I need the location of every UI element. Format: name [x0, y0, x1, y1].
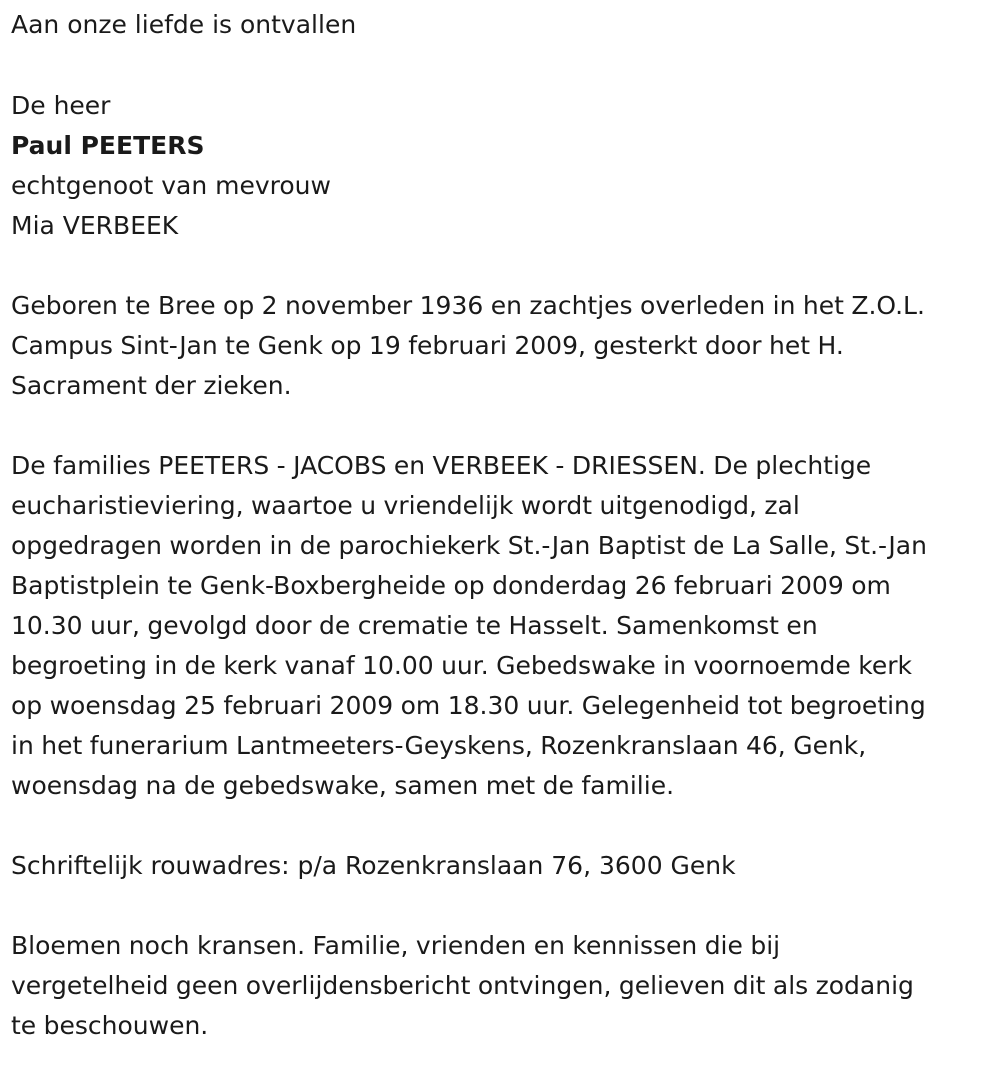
birth-death-line: Sacrament der zieken. [11, 371, 292, 400]
ceremony-line: opgedragen worden in de parochiekerk St.-Jan Baptist de La Salle, St.-Jan [11, 531, 927, 560]
intro-text: Aan onze liefde is ontvallen [11, 10, 357, 39]
ceremony-line: 10.30 uur, gevolgd door de crematie te Hasselt. Samenkomst en [11, 611, 818, 640]
salutation: De heer [11, 91, 111, 120]
ceremony-line: eucharistieviering, waartoe u vriendelijk wordt uitgenodigd, zal [11, 491, 800, 520]
ceremony-line: begroeting in de kerk vanaf 10.00 uur. Gebedswake in voornoemde kerk [11, 651, 912, 680]
birth-death-line: Geboren te Bree op 2 november 1936 en zachtjes overleden in het Z.O.L. [11, 291, 925, 320]
ceremony-paragraph [11, 446, 990, 806]
flowers-paragraph [11, 926, 990, 1046]
spacer [11, 406, 990, 446]
spacer [11, 886, 990, 926]
spacer [11, 44, 990, 86]
spacer [11, 246, 990, 286]
mourning-address: Schriftelijk rouwadres: p/a Rozenkranslaan 76, 3600 Genk [11, 851, 736, 880]
relation-text: echtgenoot van mevrouw [11, 171, 331, 200]
birth-death-paragraph [11, 286, 990, 406]
flowers-line: vergetelheid geen overlijdensbericht ontvingen, gelieven dit als zodanig [11, 971, 914, 1000]
birth-death-line: Campus Sint-Jan te Genk op 19 februari 2009, gesterkt door het H. [11, 331, 844, 360]
ceremony-line: De families PEETERS - JACOBS en VERBEEK - DRIESSEN. De plechtige [11, 451, 872, 480]
flowers-line: Bloemen noch kransen. Familie, vrienden en kennissen die bij [11, 931, 781, 960]
spacer [11, 806, 990, 846]
ceremony-line: op woensdag 25 februari 2009 om 18.30 uur. Gelegenheid tot begroeting [11, 691, 926, 720]
ceremony-line: Baptistplein te Genk-Boxbergheide op donderdag 26 februari 2009 om [11, 571, 891, 600]
ceremony-line: woensdag na de gebedswake, samen met de familie. [11, 771, 675, 800]
flowers-line: te beschouwen. [11, 1011, 209, 1040]
spouse-name: Mia VERBEEK [11, 211, 179, 240]
deceased-name: Paul PEETERS [11, 131, 205, 160]
ceremony-line: in het funerarium Lantmeeters-Geyskens, Rozenkranslaan 46, Genk, [11, 731, 867, 760]
